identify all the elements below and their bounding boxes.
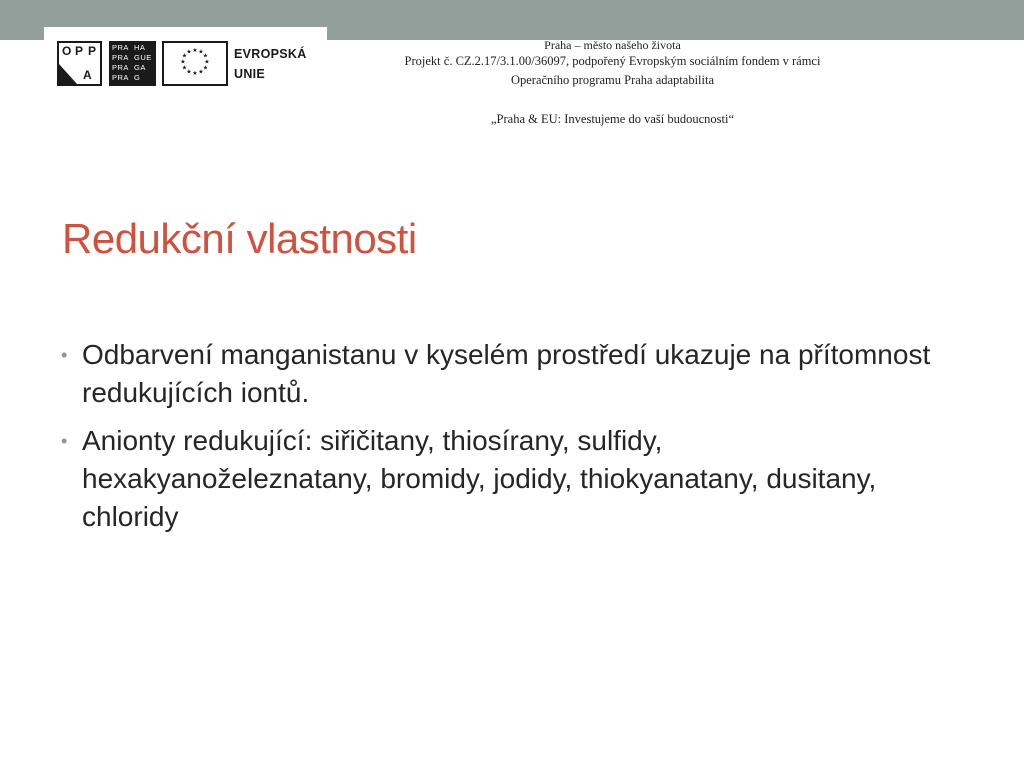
bullet-item [60,336,960,412]
project-line: Operačního programu Praha adaptabilita [510,73,715,87]
svg-text:★: ★ [192,70,198,77]
eu-name [234,44,307,84]
prague-logo-text: GA [134,63,146,72]
oppa-letter: P [88,44,97,58]
logo-panel [44,27,327,97]
bullet-list [60,336,960,546]
oppa-corner-shape [59,64,77,84]
prague-logo-text: PRA [112,63,129,72]
spacer [340,90,885,110]
bullet-text: Anionty redukující: siřičitany, thiosírany, sulfidy, hexakyanoželeznatany, bromidy, jodidy, thiokyanatany, dusitany, chloridy [82,425,877,532]
svg-text:★: ★ [202,64,209,72]
oppa-letter: P [75,44,84,58]
eu-name-line: UNIE [234,67,266,81]
project-line: Praha – město našeho života [544,38,681,52]
prague-logo-text: HA [134,43,146,52]
svg-text:★: ★ [180,58,186,66]
svg-text:★: ★ [198,48,204,56]
prague-logo-text: G [134,73,141,82]
bullet-icon: • [61,345,68,365]
bullet-text: Odbarvení manganistanu v kyselém prostředí ukazuje na přítomnost redukujících iontů. [82,339,931,408]
eu-name-line: EVROPSKÁ [234,47,307,61]
svg-text:★: ★ [186,48,192,56]
svg-text:★: ★ [181,64,188,72]
oppa-letter: O [62,44,72,58]
oppa-letter: A [83,68,92,82]
svg-text:★: ★ [204,58,210,66]
oppa-logo [57,41,102,86]
prague-logo-text: GUE [134,53,152,62]
slide-title: Redukční vlastnosti [62,215,417,262]
eu-flag-icon [162,41,228,86]
svg-text:★: ★ [198,68,204,76]
svg-text:★: ★ [202,52,209,60]
project-motto: „Praha & EU: Investujeme do vaší budoucnosti“ [491,112,734,126]
bullet-item [60,422,960,536]
prague-logo [109,41,156,86]
svg-text:★: ★ [192,47,198,54]
project-line: Projekt č. CZ.2.17/3.1.00/36097, podpořený Evropským sociálním fondem v rámci [404,54,821,68]
prague-logo-text: PRA [112,43,129,52]
bullet-icon: • [61,431,68,451]
prague-logo-text: PRA [112,73,129,82]
svg-text:★: ★ [181,52,188,60]
svg-text:★: ★ [186,68,192,76]
prague-logo-text: PRA [112,53,129,62]
project-info [340,38,885,129]
